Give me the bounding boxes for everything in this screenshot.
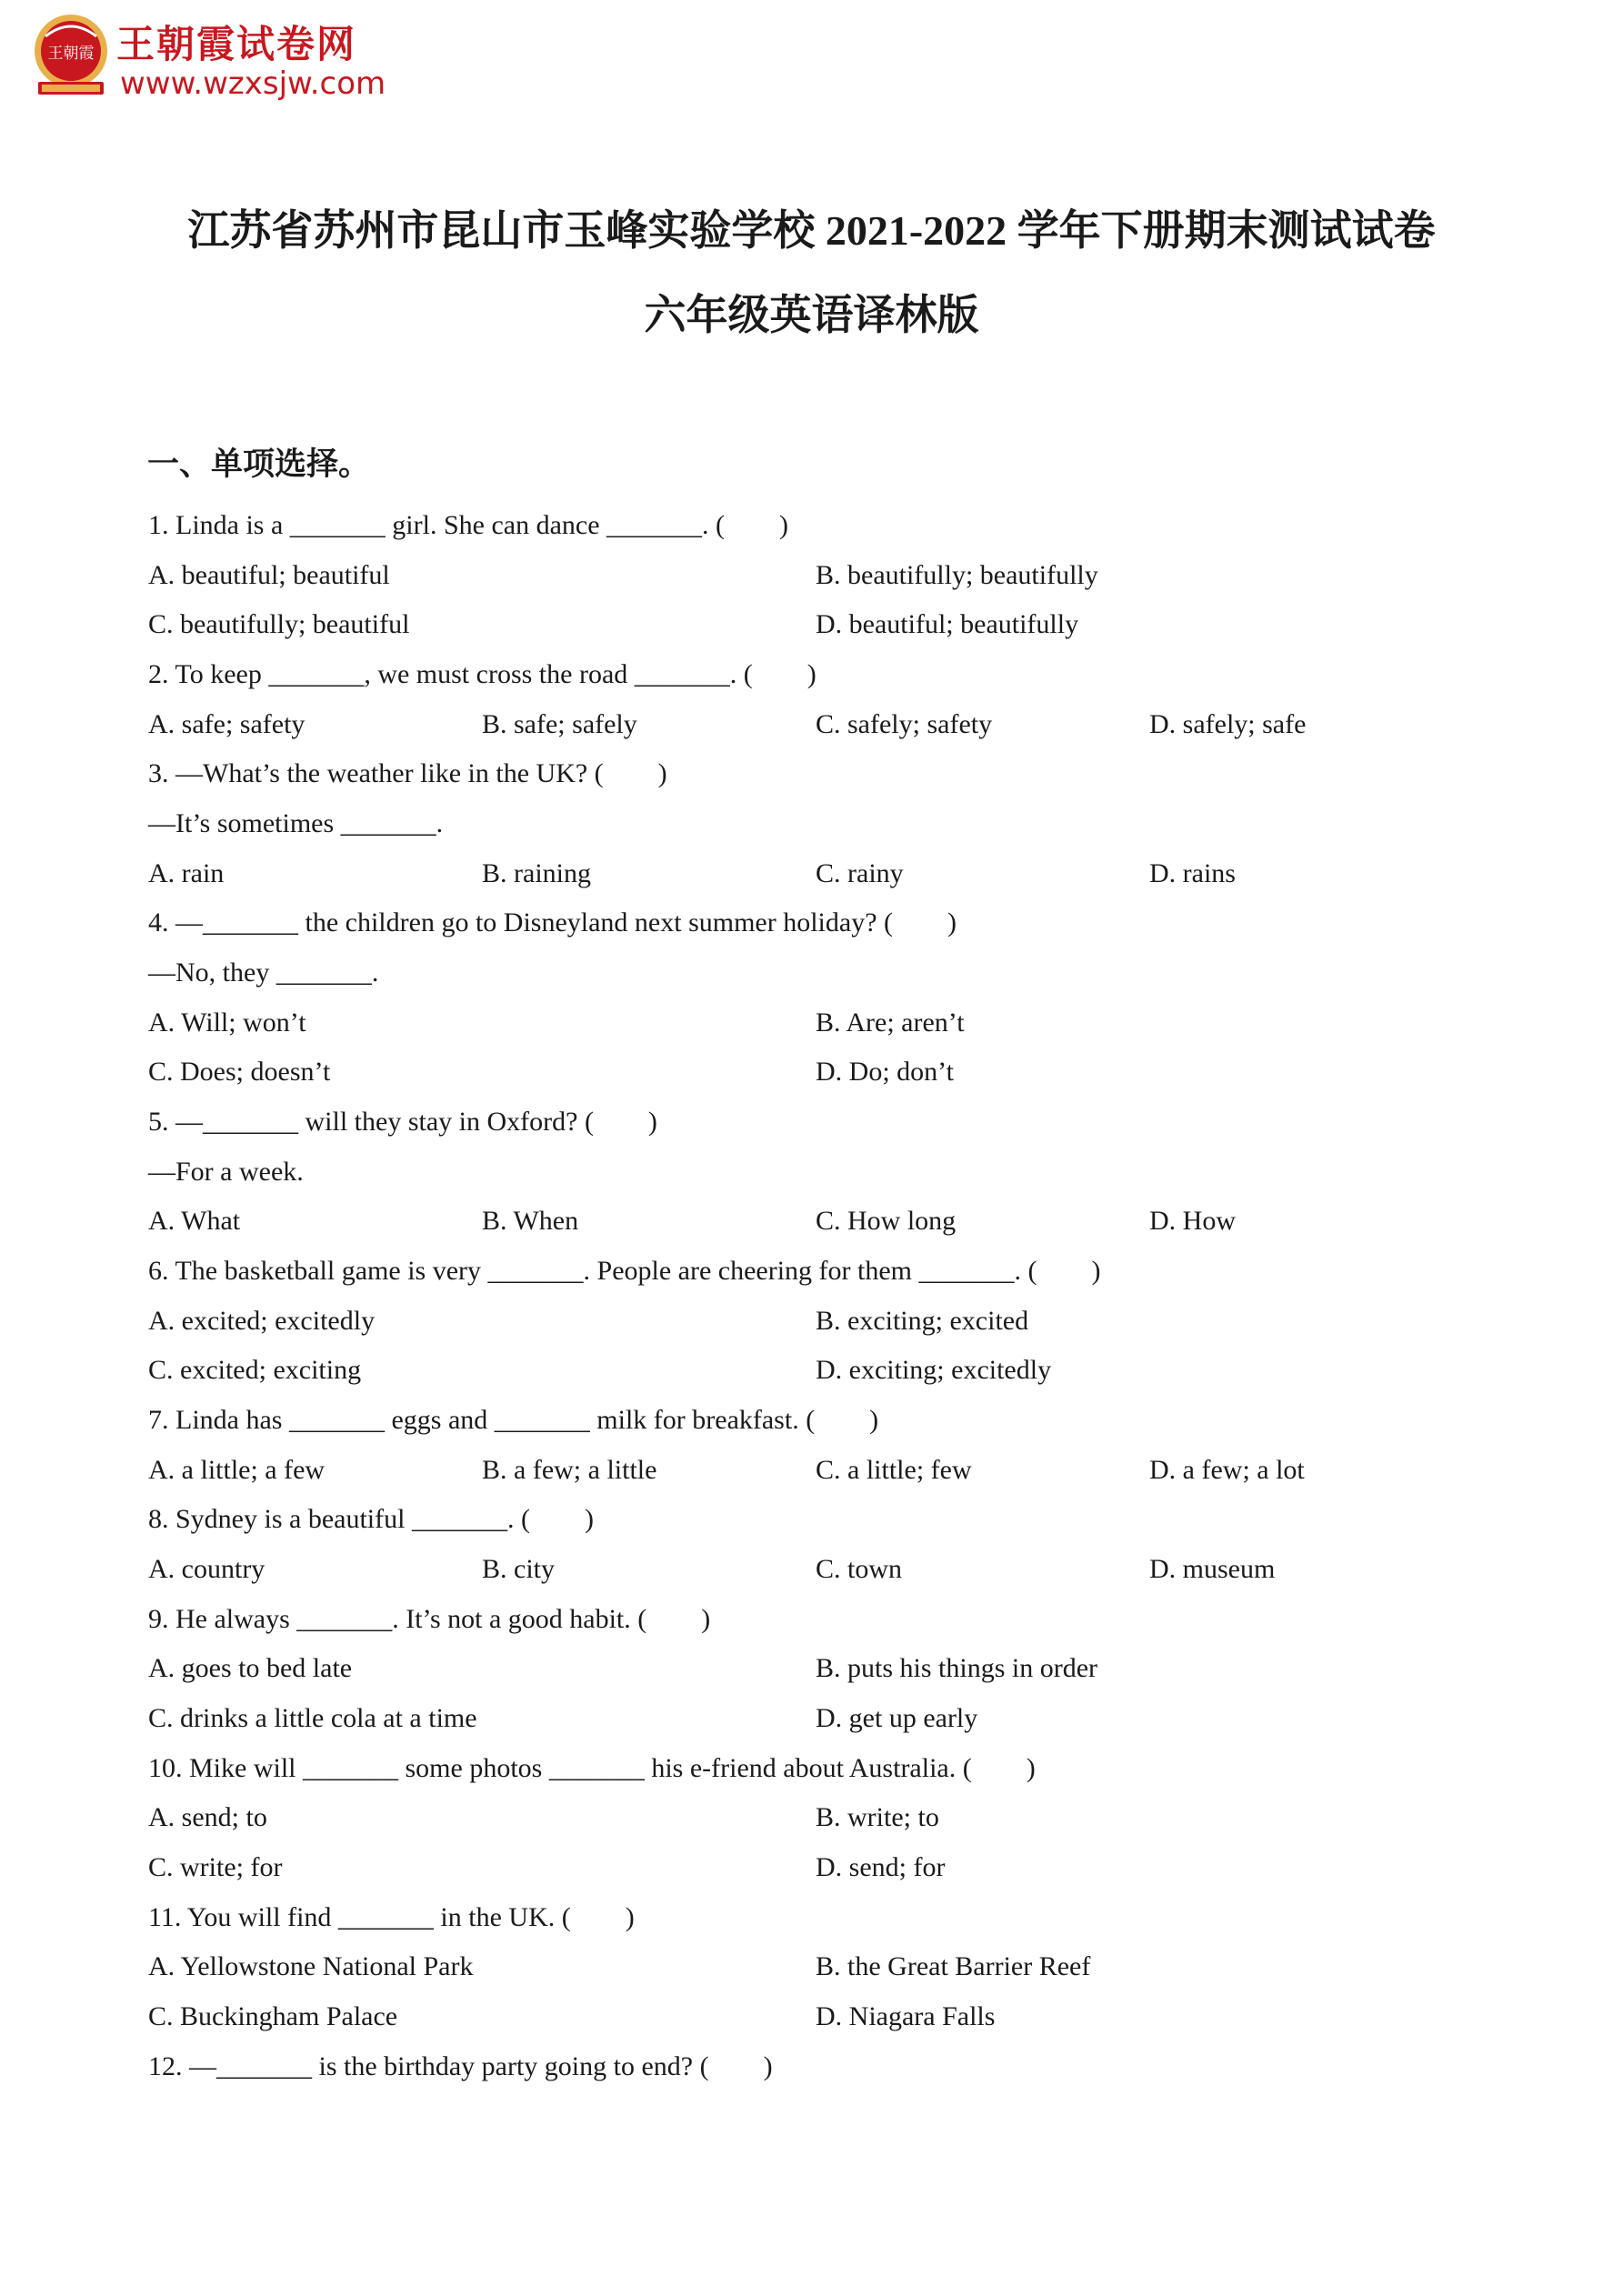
question-stem: 8. Sydney is a beautiful _______. ( ) (148, 1504, 594, 1534)
option-c: C. rainy (816, 858, 904, 888)
section-heading: 一、单项选择。 (147, 446, 371, 483)
option-c: C. drinks a little cola at a time (148, 1703, 477, 1733)
option-c: C. beautifully; beautiful (148, 609, 410, 639)
question-reply: —No, they _______. (148, 958, 379, 988)
exam-title: 江苏省苏州市昆山市玉峰实验学校 2021-2022 学年下册期末测试试卷 (187, 207, 1436, 254)
logo-badge-text: 王朝霞 (47, 45, 95, 63)
option-d: D. Do; don’t (816, 1057, 954, 1087)
option-b: B. puts his things in order (816, 1653, 1098, 1683)
question-stem: 5. —_______ will they stay in Oxford? ( ) (148, 1107, 657, 1137)
option-a: A. What (148, 1206, 241, 1236)
question-stem: 2. To keep _______, we must cross the road _______. ( ) (148, 659, 817, 689)
option-a: A. Yellowstone National Park (148, 1951, 474, 1981)
option-a: A. a little; a few (148, 1455, 326, 1485)
option-a: A. Will; won’t (148, 1008, 306, 1038)
logo-site-url[interactable]: www.wzxsjw.com (120, 65, 386, 102)
option-b: B. beautifully; beautifully (816, 560, 1098, 590)
option-a: A. goes to bed late (148, 1653, 353, 1683)
question-reply: —It’s sometimes _______. (148, 808, 444, 838)
option-b: B. When (482, 1206, 579, 1236)
option-d: D. beautiful; beautifully (816, 609, 1079, 639)
question-stem: 12. —_______ is the birthday party going to end? ( ) (148, 2051, 773, 2081)
option-c: C. How long (816, 1206, 957, 1236)
question-reply: —For a week. (148, 1157, 304, 1187)
question-stem: 1. Linda is a _______ girl. She can dance _______. ( ) (148, 510, 789, 540)
option-b: B. exciting; excited (816, 1306, 1029, 1336)
option-b: B. safe; safely (482, 709, 637, 739)
question-stem: 7. Linda has _______ eggs and _______ milk for breakfast. ( ) (148, 1405, 879, 1435)
option-d: D. rains (1149, 858, 1236, 888)
question-stem: 10. Mike will _______ some photos _______ his e-friend about Australia. ( ) (148, 1753, 1036, 1783)
question-stem: 6. The basketball game is very _______. People are cheering for them _______. ( ) (148, 1256, 1101, 1286)
option-b: B. raining (482, 858, 591, 888)
question-stem: 9. He always _______. It’s not a good habit. ( ) (148, 1604, 711, 1634)
site-logo[interactable] (25, 9, 407, 100)
option-a: A. send; to (148, 1802, 267, 1832)
option-c: C. excited; exciting (148, 1355, 362, 1385)
option-b: B. the Great Barrier Reef (816, 1951, 1091, 1981)
logo-site-name: 王朝霞试卷网 (116, 22, 357, 66)
option-d: D. Niagara Falls (816, 2001, 996, 2031)
question-stem: 11. You will find _______ in the UK. ( ) (148, 1902, 635, 1932)
option-b: B. write; to (816, 1802, 939, 1832)
option-c: C. Does; doesn’t (148, 1057, 331, 1087)
question-stem: 3. —What’s the weather like in the UK? ( ) (148, 758, 667, 788)
option-d: D. How (1149, 1206, 1236, 1236)
option-b: B. Are; aren’t (816, 1008, 965, 1038)
option-a: A. rain (148, 858, 225, 888)
option-c: C. write; for (148, 1852, 283, 1882)
option-b: B. a few; a little (482, 1455, 657, 1485)
option-d: D. exciting; excitedly (816, 1355, 1052, 1385)
exam-subtitle: 六年级英语译林版 (644, 292, 979, 338)
option-a: A. excited; excitedly (148, 1306, 376, 1336)
option-c: C. safely; safety (816, 709, 993, 739)
option-d: D. send; for (816, 1852, 946, 1882)
option-d: D. a few; a lot (1149, 1455, 1305, 1485)
option-d: D. safely; safe (1149, 709, 1307, 739)
option-b: B. city (482, 1554, 555, 1584)
option-c: C. Buckingham Palace (148, 2001, 398, 2031)
logo-badge-icon (25, 9, 116, 100)
option-d: D. museum (1149, 1554, 1276, 1584)
question-stem: 4. —_______ the children go to Disneyland next summer holiday? ( ) (148, 907, 957, 937)
option-c: C. a little; few (816, 1455, 972, 1485)
option-c: C. town (816, 1554, 903, 1584)
option-a: A. country (148, 1554, 265, 1584)
option-d: D. get up early (816, 1703, 978, 1733)
option-a: A. beautiful; beautiful (148, 560, 390, 590)
option-a: A. safe; safety (148, 709, 306, 739)
